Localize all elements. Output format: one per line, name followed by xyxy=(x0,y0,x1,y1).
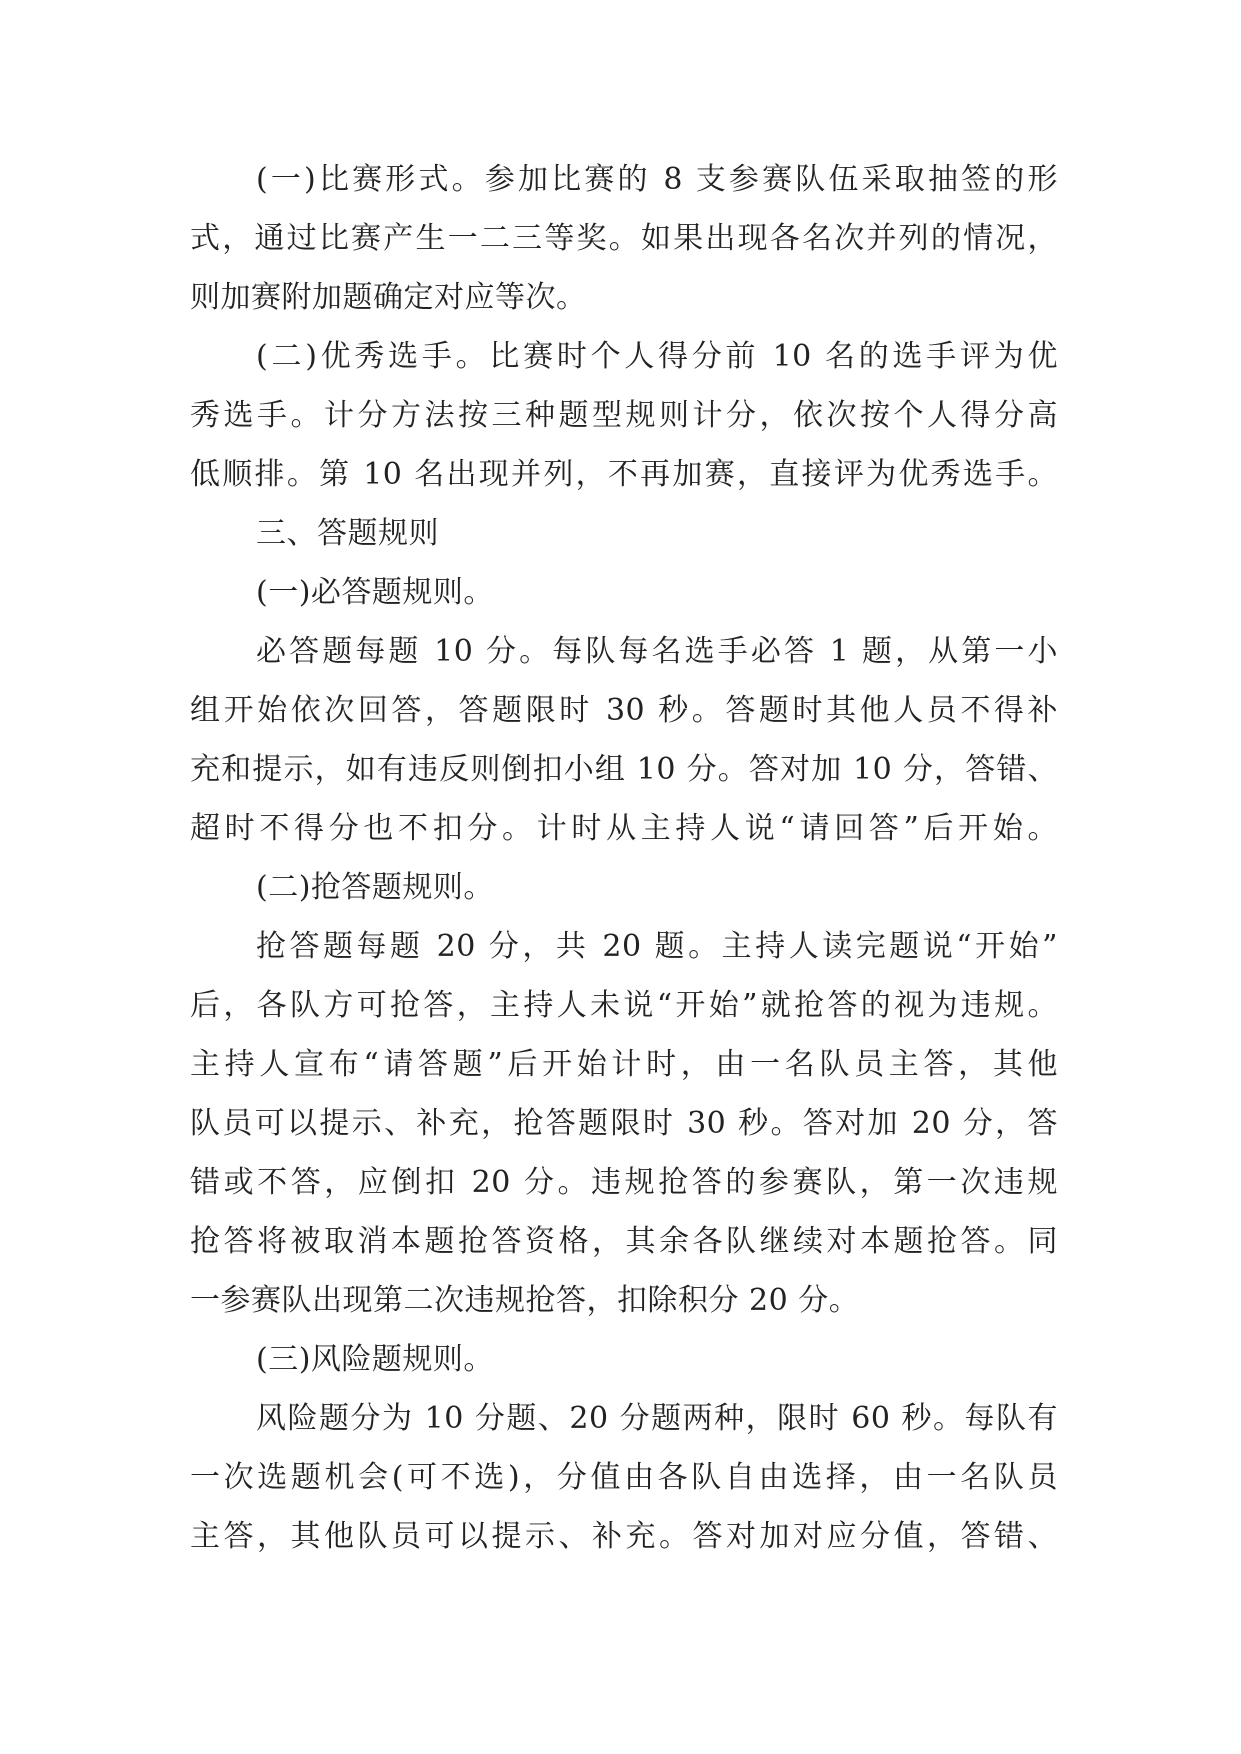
paragraph-line: 组开始依次回答，答题限时 30 秒。答题时其他人员不得补 xyxy=(190,693,1058,728)
paragraph-line: 队员可以提示、补充，抢答题限时 30 秒。答对加 20 分，答 xyxy=(190,1106,1058,1141)
paragraph-line: 抢答题每题 20 分，共 20 题。主持人读完题说“开始” xyxy=(256,929,1058,964)
subsection-heading: (二)抢答题规则。 xyxy=(256,870,494,905)
paragraph-line: 必答题每题 10 分。每队每名选手必答 1 题，从第一小 xyxy=(256,634,1058,669)
paragraph-line: (一)比赛形式。参加比赛的 8 支参赛队伍采取抽签的形 xyxy=(256,162,1058,197)
subsection-heading: (三)风险题规则。 xyxy=(256,1342,494,1377)
subsection-heading: (一)必答题规则。 xyxy=(256,575,494,610)
paragraph-line: 则加赛附加题确定对应等次。 xyxy=(190,280,587,315)
paragraph-line: 一参赛队出现第二次违规抢答，扣除积分 20 分。 xyxy=(190,1283,860,1318)
paragraph-line: 后，各队方可抢答，主持人未说“开始”就抢答的视为违规。 xyxy=(190,988,1058,1023)
paragraph-line: (二)优秀选手。比赛时个人得分前 10 名的选手评为优 xyxy=(256,339,1058,374)
paragraph-line: 式，通过比赛产生一二三等奖。如果出现各名次并列的情况， xyxy=(190,221,1058,256)
paragraph-line: 主持人宣布“请答题”后开始计时，由一名队员主答，其他 xyxy=(190,1047,1058,1082)
paragraph-line: 充和提示，如有违反则倒扣小组 10 分。答对加 10 分，答错、 xyxy=(190,752,1058,787)
paragraph-line: 风险题分为 10 分题、20 分题两种，限时 60 秒。每队有 xyxy=(256,1401,1058,1436)
paragraph-line: 主答，其他队员可以提示、补充。答对加对应分值，答错、 xyxy=(190,1519,1058,1554)
paragraph-line: 超时不得分也不扣分。计时从主持人说“请回答”后开始。 xyxy=(190,811,1058,846)
paragraph-line: 一次选题机会(可不选)，分值由各队自由选择，由一名队员 xyxy=(190,1460,1058,1495)
paragraph-line: 秀选手。计分方法按三种题型规则计分，依次按个人得分高 xyxy=(190,398,1058,433)
paragraph-line: 低顺排。第 10 名出现并列，不再加赛，直接评为优秀选手。 xyxy=(190,457,1058,492)
document-page xyxy=(190,150,1058,1566)
paragraph-line: 抢答将被取消本题抢答资格，其余各队继续对本题抢答。同 xyxy=(190,1224,1058,1259)
paragraph-line: 错或不答，应倒扣 20 分。违规抢答的参赛队，第一次违规 xyxy=(190,1165,1058,1200)
section-heading: 三、答题规则 xyxy=(256,516,439,551)
